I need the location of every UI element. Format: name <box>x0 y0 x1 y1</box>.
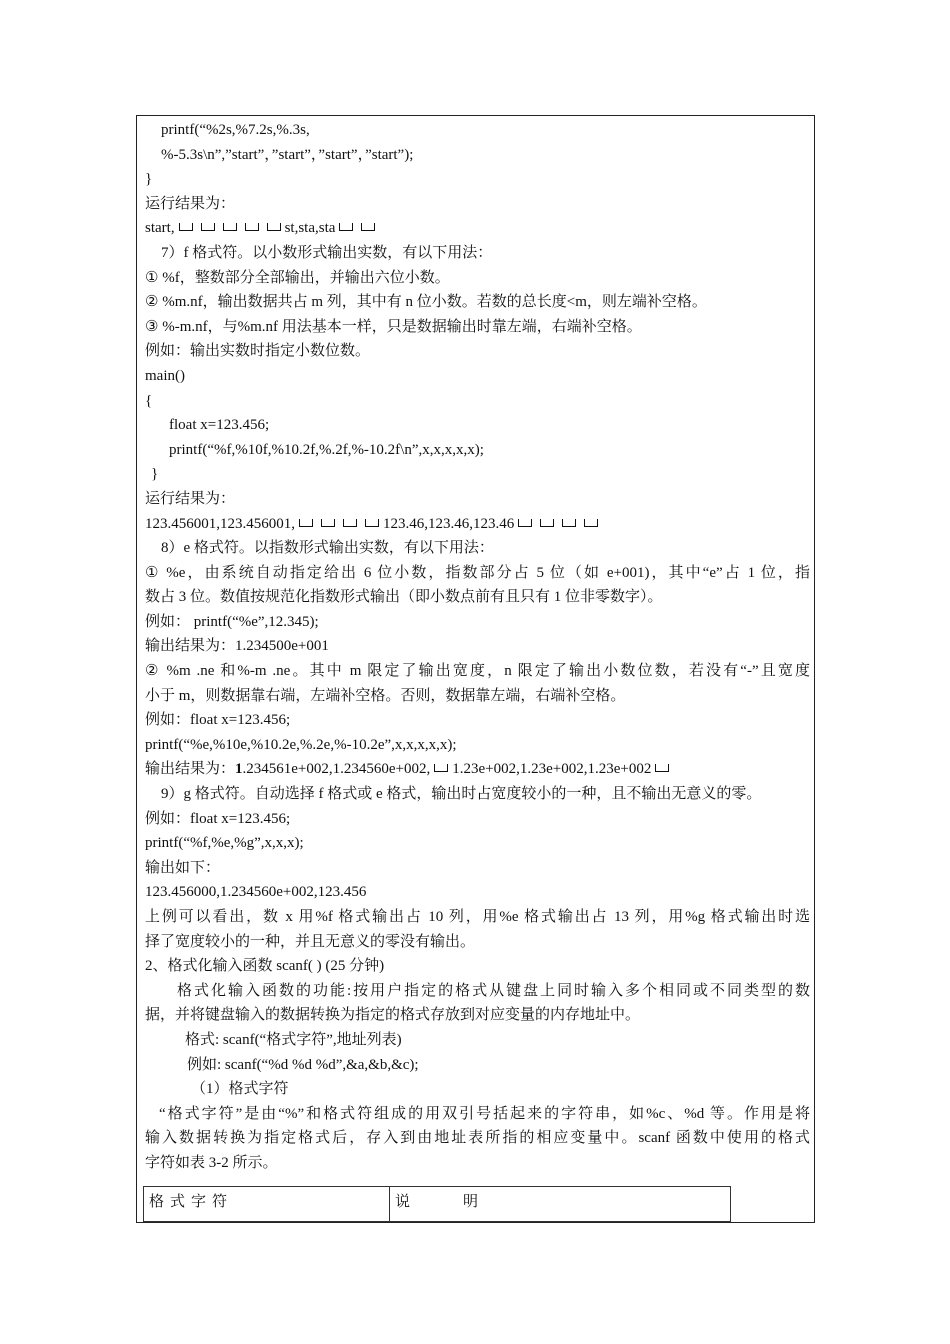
text-line: ③ %-m.nf，与%m.nf 用法基本一样，只是数据输出时靠左端，右端补空格。 <box>145 318 642 335</box>
space-symbol-icon <box>339 223 353 231</box>
code-line: 例如: scanf(“%d %d %d”,&a,&b,&c); <box>187 1056 419 1073</box>
table-header-description: 说 明 <box>395 1194 479 1210</box>
space-symbol-icon <box>299 519 313 527</box>
output-line-3: 输出结果为：1.234561e+002,1.234560e+002, 1.23e+002,1.23e+002,1.23e+002 <box>145 757 810 782</box>
format-char-table-header <box>143 1186 731 1222</box>
space-symbol-icon <box>361 223 375 231</box>
space-symbol-icon <box>518 519 532 527</box>
code-line: printf(“%2s,%7.2s,%.3s, <box>161 122 310 138</box>
space-symbol-icon <box>201 223 215 231</box>
section-heading: 2、格式化输入函数 scanf( ) (25 分钟) <box>145 958 385 975</box>
text-line: 字符如表 3-2 所示。 <box>145 1154 278 1171</box>
section-heading: 8）e 格式符。以指数形式输出实数，有以下用法： <box>161 540 494 557</box>
space-symbol-icon <box>562 519 576 527</box>
text-line: 据，并将键盘输入的数据转换为指定的格式存放到对应变量的内存地址中。 <box>145 1007 641 1024</box>
text-line: ① %e，由系统自动指定给出 6 位小数，指数部分占 5 位（如 e+001)，其中“e”占 1 位，指 <box>145 564 810 581</box>
space-symbol-icon <box>245 223 259 231</box>
text-line: 例如：输出实数时指定小数位数。 <box>145 343 371 360</box>
code-line: { <box>145 392 153 409</box>
text-line: 择了宽度较小的一种，并且无意义的零没有输出。 <box>145 933 476 950</box>
text-line: 上例可以看出，数 x 用%f 格式输出占 10 列，用%e 格式输出占 13 列，用%g 格式输出时选 <box>145 909 810 925</box>
text-line: 输入数据转换为指定格式后，存入到由地址表所指的相应变量中。scanf 函数中使用的格式 <box>145 1130 810 1147</box>
text-line: 123.456000,1.234560e+002,123.456 <box>145 884 367 901</box>
text-line: ② %m.nf，输出数据共占 m 列，其中有 n 位小数。若数的总长度<m，则左端补空格。 <box>145 294 707 311</box>
code-line: } <box>151 466 159 483</box>
output-line-2: 123.456001,123.456001, 123.46,123.46,123.46 <box>145 512 810 537</box>
text-line: 运行结果为： <box>145 195 236 212</box>
text-line: 格式化输入函数的功能:按用户指定的格式从键盘上同时输入多个相同或不同类型的数 <box>177 982 810 999</box>
code-line: float x=123.456; <box>169 417 270 434</box>
document-body <box>145 118 810 1176</box>
code-line: printf(“%f,%10f,%10.2f,%.2f,%-10.2f\n”,x,x,x,x,x); <box>169 441 484 458</box>
space-symbol-icon <box>655 764 669 772</box>
code-line: } <box>145 171 153 188</box>
text-line: 例如： printf(“%e”,12.345); <box>145 613 319 630</box>
space-symbol-icon <box>540 519 554 527</box>
section-heading: 7）f 格式符。以小数形式输出实数，有以下用法： <box>161 244 493 261</box>
text-line: 输出结果为：1.234500e+001 <box>145 638 329 655</box>
section-heading: 9）g 格式符。自动选择 f 格式或 e 格式，输出时占宽度较小的一种，且不输出无意义的零。 <box>161 786 762 803</box>
code-line: main() <box>145 367 185 384</box>
text-line: 数占 3 位。数值按规范化指数形式输出（即小数点前有且只有 1 位非零数字）。 <box>145 589 663 606</box>
text-line: 例如：float x=123.456; <box>145 810 291 827</box>
text-line: 运行结果为： <box>145 490 236 507</box>
text-line: ① %f，整数部分全部输出，并输出六位小数。 <box>145 269 450 286</box>
table-header-format-char: 格式字符 <box>144 1187 390 1221</box>
space-symbol-icon <box>343 519 357 527</box>
sub-heading: （1）格式字符 <box>191 1081 289 1098</box>
space-symbol-icon <box>365 519 379 527</box>
space-symbol-icon <box>267 223 281 231</box>
text-line: 格式: scanf(“格式字符”,地址列表) <box>185 1031 402 1048</box>
space-symbol-icon <box>223 223 237 231</box>
code-line: printf(“%f,%e,%g”,x,x,x); <box>145 835 304 852</box>
code-line: %-5.3s\n”,”start”，”start”，”start”，”start”); <box>161 146 414 163</box>
space-symbol-icon <box>321 519 335 527</box>
space-symbol-icon <box>179 223 193 231</box>
text-line: 输出如下： <box>145 859 221 876</box>
text-line: 小于 m，则数据靠右端，左端补空格。否则，数据靠左端，右端补空格。 <box>145 687 626 704</box>
space-symbol-icon <box>584 519 598 527</box>
code-line: printf(“%e,%10e,%10.2e,%.2e,%-10.2e”,x,x,x,x,x); <box>145 736 457 753</box>
output-line-1: start, st,sta,sta <box>145 216 810 241</box>
space-symbol-icon <box>434 764 448 772</box>
text-line: “格式字符”是由“%”和格式符组成的用双引号括起来的字符串，如%c、%d 等。作用是将 <box>159 1105 810 1122</box>
text-line: ② %m .ne 和%-m .ne。其中 m 限定了输出宽度，n 限定了输出小数位数，若没有“-”且宽度 <box>145 663 810 680</box>
text-line: 例如：float x=123.456; <box>145 712 291 729</box>
